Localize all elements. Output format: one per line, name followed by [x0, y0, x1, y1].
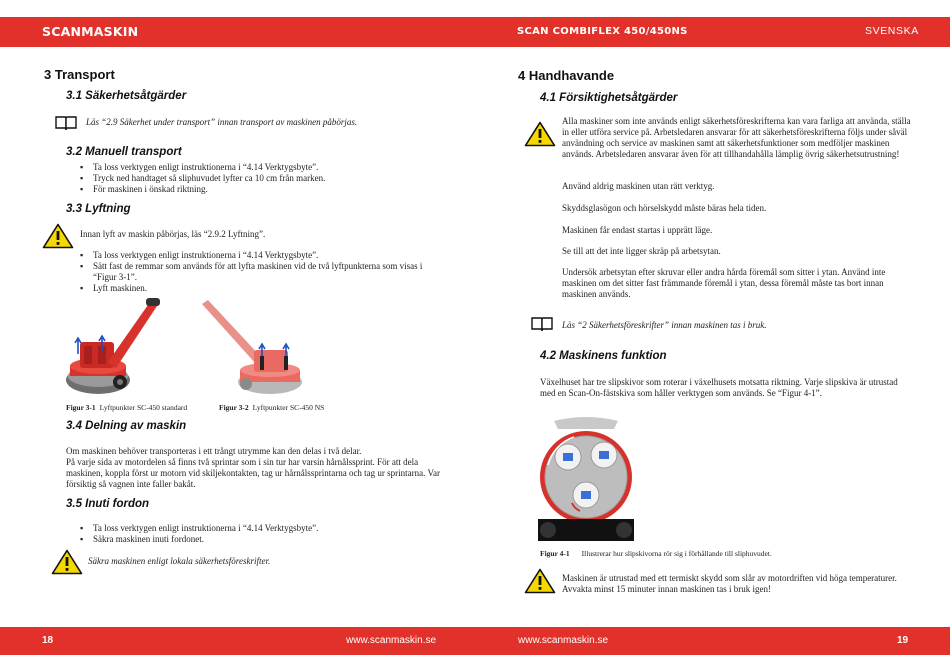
s42-paragraph: Växelhuset har tre slipskivor som roterar i växelhusets motsatta riktning. Varje slipskiva är utrustad med en Scan-On-fästskiva som håller verktygen som används. Se “Figur 4-1”.: [540, 377, 898, 398]
s31-note: Läs “2.9 Säkerhet under transport” innan transport av maskinen påbörjas.: [86, 117, 358, 127]
figure-3-1-number: Figur 3-1: [66, 403, 96, 412]
figure-4-1-number: Figur 4-1: [540, 549, 570, 558]
list-item: ▪ Tryck ned handtaget så sliphuvudet lyfter ca 10 cm från marken.: [66, 173, 446, 184]
page-number-right: 19: [897, 635, 909, 646]
s35-warning: Säkra maskinen enligt lokala säkerhetsföreskrifter.: [88, 556, 271, 566]
model-name: SCAN COMBIFLEX 450/450NS: [517, 26, 688, 37]
section-3-2-title: 3.2 Manuell transport: [66, 146, 182, 158]
brand-logo: SCANMASKIN: [42, 24, 139, 39]
warning-icon: [524, 121, 556, 147]
list-item: ▪ Säkra maskinen inuti fordonet.: [66, 534, 446, 545]
section-4-2-title: 4.2 Maskinens funktion: [540, 350, 667, 362]
list-item: ▪ Ta loss verktygen enligt instruktionerna i “4.14 Verktygsbyte”.: [66, 250, 436, 261]
s34-paragraph-2: På varje sida av motordelen så finns två sprintar som i sin tur har varsin hårnålssprint. För att dela maskinen, koppla först ur motorn vid skiljekontakten, tag ur hårnålssprintarna och tag ur sprintarna. Var försiktig så vagnen inte faller bakåt.: [66, 457, 440, 489]
header-bar: [0, 17, 950, 47]
section-3-3-title: 3.3 Lyftning: [66, 203, 131, 215]
s41-paragraph-5: Undersök arbetsytan efter skruvar eller andra hårda föremål som sitter i ytan. Använd inte maskinen om det sitter fast främmande föremål i ytan, dessa föremål måste tas bort innan maskinen används.: [562, 267, 886, 299]
s33-warning: Innan lyft av maskin påbörjas, läs “2.9.2 Lyftning”.: [80, 229, 266, 239]
footer-url-left[interactable]: www.scanmaskin.se: [346, 635, 437, 646]
figure-3-2-caption: [219, 403, 324, 412]
book-icon: [531, 316, 553, 332]
section-4-1-title: 4.1 Försiktighetsåtgärder: [540, 92, 678, 104]
book-icon: [55, 115, 77, 131]
figure-3-2-number: Figur 3-2: [219, 403, 249, 412]
s42-warning: Maskinen är utrustad med ett termiskt skydd som slår av motordriften vid höga temperaturer. Avvakta minst 15 minuter innan maskinen tas i bruk igen!: [562, 573, 897, 594]
list-item: ▪ För maskinen i önskad riktning.: [66, 184, 446, 195]
language-label: SVENSKA: [865, 25, 919, 37]
s34-paragraph-1: Om maskinen behöver transporteras i ett trångt utrymme kan den delas i två delar.: [66, 446, 362, 456]
list-item: ▪ Ta loss verktygen enligt instruktionerna i “4.14 Verktygsbyte”.: [66, 162, 446, 173]
machine-image-standard: [62, 296, 166, 400]
section-3-5-title: 3.5 Inuti fordon: [66, 498, 150, 510]
list-item: ▪ Lyft maskinen.: [66, 283, 436, 294]
figure-3-2-text: Lyftpunkter SC-450 NS: [252, 403, 325, 412]
s41-paragraph-4: Se till att det inte ligger skräp på arbetsytan.: [562, 246, 721, 256]
warning-icon: [524, 568, 556, 594]
warning-icon: [42, 223, 74, 249]
s33-list: [66, 250, 436, 294]
s41-warning: Alla maskiner som inte används enligt säkerhetsföreskrifterna kan vara farliga att använda, ställa in eller utföra service på. Arbetsledaren ansvarar för att säkerhetsföreskrifterna följs under såväl användning och service av maskinen samt att säkerhetsfunktioner som medföljer maskinen används. Arbetsledaren ansvarar även för att tillhandahålla lämplig övrig säkerhetsutrustning!: [562, 116, 911, 159]
figure-4-1-text: Illustrerar hur slipskivorna rör sig i förhållande till sliphuvudet.: [581, 549, 772, 558]
list-item: ▪ Sätt fast de remmar som används för att lyfta maskinen vid de två lyftpunkterna som visas i “Figur 3-1”.: [66, 261, 436, 283]
section-4-title: 4 Handhavande: [518, 68, 615, 83]
page-number-left: 18: [42, 635, 54, 646]
section-3-title: 3 Transport: [44, 67, 115, 82]
s41-paragraph-1: Använd aldrig maskinen utan rätt verktyg.: [562, 181, 715, 191]
section-3-4-title: 3.4 Delning av maskin: [66, 420, 187, 432]
warning-icon: [51, 549, 83, 575]
footer-url-right[interactable]: www.scanmaskin.se: [518, 635, 609, 646]
machine-image-ns: [200, 298, 304, 402]
s32-list: [66, 162, 446, 195]
figure-4-1-caption: [540, 549, 772, 558]
s41-paragraph-2: Skyddsglasögon och hörselskydd måste bäras hela tiden.: [562, 203, 767, 213]
figure-3-1-text: Lyftpunkter SC-450 standard: [99, 403, 188, 412]
s35-list: [66, 523, 446, 545]
list-item: ▪ Ta loss verktygen enligt instruktionerna i “4.14 Verktygsbyte”.: [66, 523, 446, 534]
s41-paragraph-3: Maskinen får endast startas i upprätt läge.: [562, 225, 713, 235]
footer-bar: [0, 627, 950, 655]
s41-note: Läs “2 Säkerhetsföreskrifter” innan maskinen tas i bruk.: [562, 320, 767, 330]
section-3-1-title: 3.1 Säkerhetsåtgärder: [66, 90, 187, 102]
grinding-head-image: [534, 415, 638, 547]
figure-3-1-caption: [66, 403, 187, 412]
